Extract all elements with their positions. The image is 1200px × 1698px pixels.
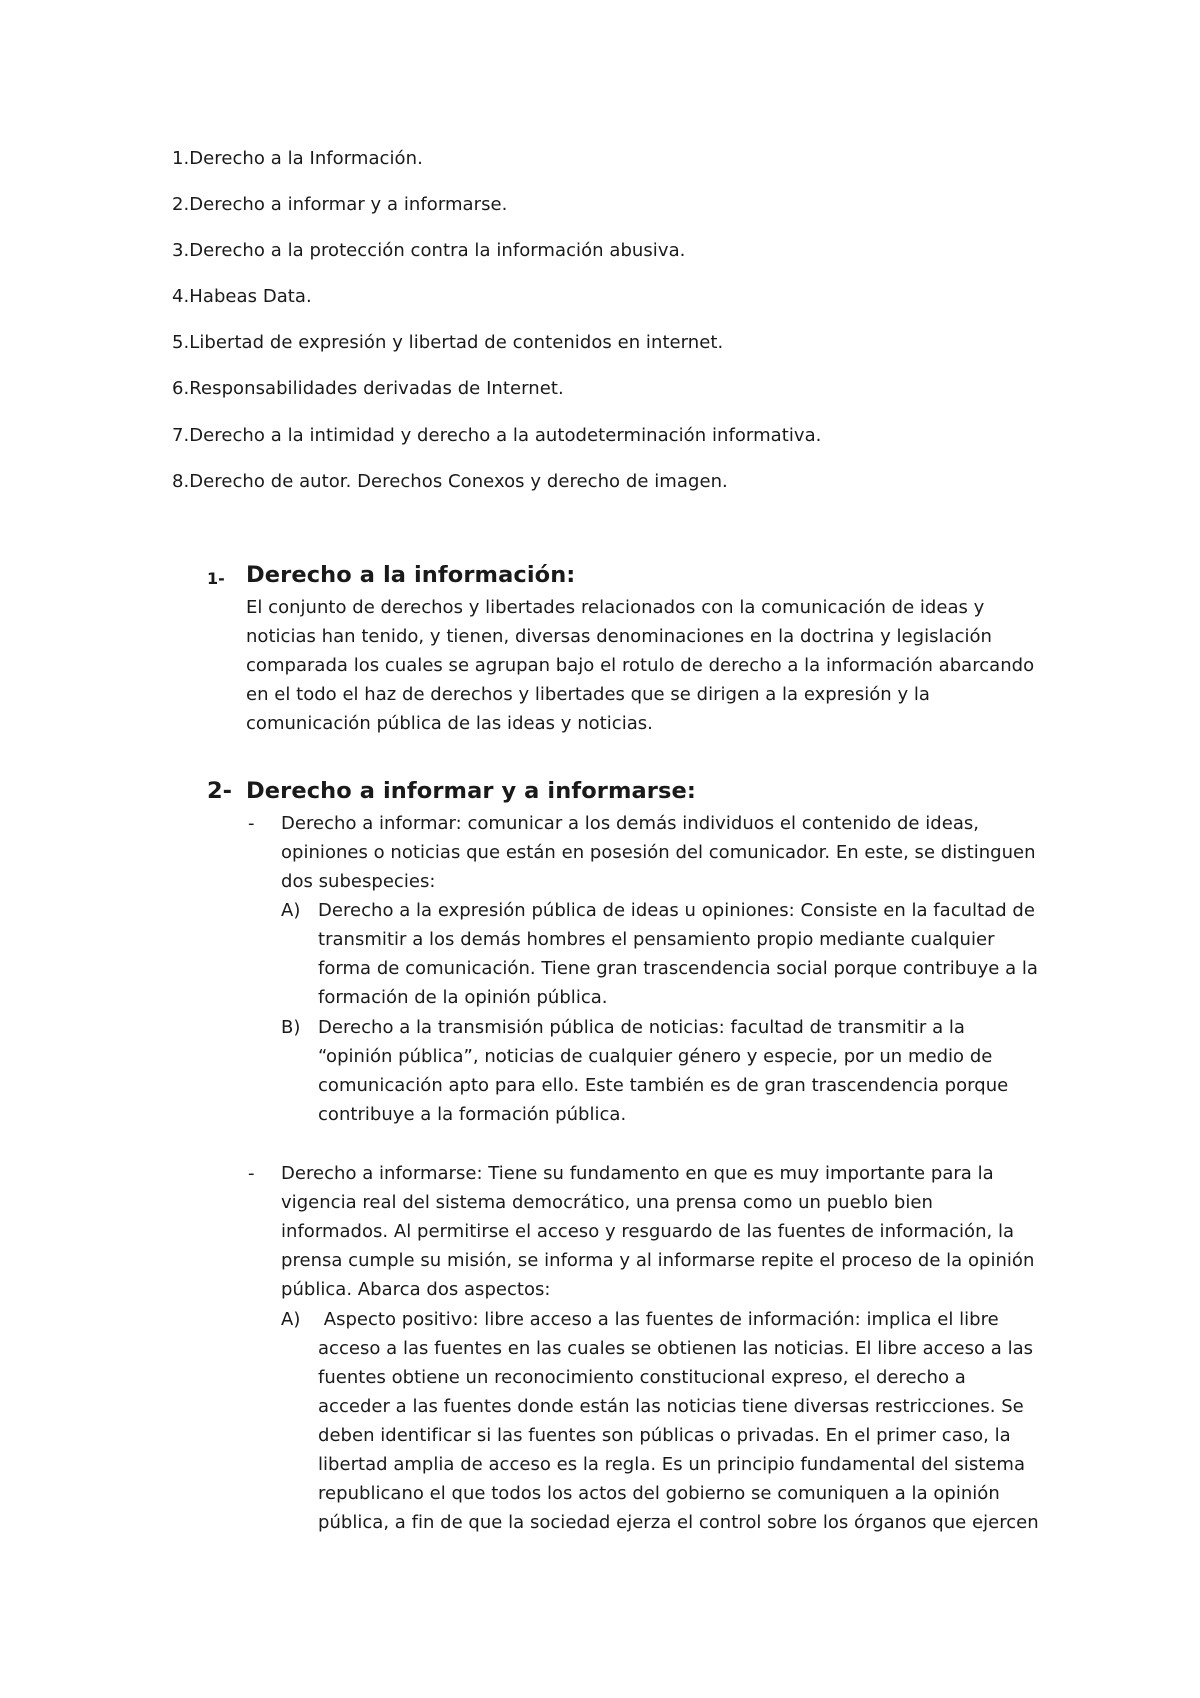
section-1-text-line: en el todo el haz de derechos y libertades que se dirigen a la expresión y la [246,684,930,705]
bullet-dash: - [248,1163,255,1184]
sub-a-text-line: deben identificar si las fuentes son públicas o privadas. En el primer caso, la [318,1425,1011,1446]
bullet-1-text-line: opiniones o noticias que están en posesión del comunicador. En este, se distinguen [281,842,1036,863]
topic-item-3: 3.Derecho a la protección contra la información abusiva. [172,240,686,262]
section-1-text-line: comparada los cuales se agrupan bajo el rotulo de derecho a la información abarcando [246,655,1035,676]
section-2-heading: Derecho a informar y a informarse: [246,778,696,804]
topic-item-1: 1.Derecho a la Información. [172,148,423,169]
sub-item-marker: A) [281,1309,301,1330]
sub-a-text-line: transmitir a los demás hombres el pensamiento propio mediante cualquier [318,929,995,950]
bullet-1-text-line: Derecho a informar: comunicar a los demás individuos el contenido de ideas, [281,813,980,834]
bullet-2-text-line: pública. Abarca dos aspectos: [281,1279,551,1300]
sub-a-text-line: republicano el que todos los actos del gobierno se comuniquen a la opinión [318,1483,1000,1504]
sub-a-text-line: forma de comunicación. Tiene gran trascendencia social porque contribuye a la [318,958,1038,979]
section-1-text-line: El conjunto de derechos y libertades relacionados con la comunicación de ideas y [246,597,985,618]
topic-item-5: 5.Libertad de expresión y libertad de contenidos en internet. [172,332,724,354]
topic-item-6: 6.Responsabilidades derivadas de Internet. [172,378,564,400]
section-2-number: 2- [207,778,232,804]
bullet-dash: - [248,813,255,834]
section-1-text-line: comunicación pública de las ideas y noticias. [246,713,653,734]
sub-a-text-line: formación de la opinión pública. [318,987,608,1008]
sub-b-text-line: “opinión pública”, noticias de cualquier género y especie, por un medio de [318,1046,993,1067]
sub-a-text-line: acceder a las fuentes donde están las noticias tiene diversas restricciones. Se [318,1396,1024,1417]
topic-item-7: 7.Derecho a la intimidad y derecho a la autodeterminación informativa. [172,424,822,446]
topic-item-8: 8.Derecho de autor. Derechos Conexos y derecho de imagen. [172,470,728,492]
sub-a-text-line: acceso a las fuentes en las cuales se obtienen las noticias. El libre acceso a las [318,1338,1034,1359]
topic-item-4: 4.Habeas Data. [172,286,312,308]
topic-list [172,147,1072,516]
bullet-2-text-line: Derecho a informarse: Tiene su fundamento en que es muy importante para la [281,1163,994,1184]
sub-a-text-line: libertad amplia de acceso es la regla. Es un principio fundamental del sistema [318,1454,1025,1475]
sub-b-text-line: comunicación apto para ello. Este también es de gran trascendencia porque [318,1075,1009,1096]
bullet-1-text-line: dos subespecies: [281,871,436,892]
sub-a-text-line: Derecho a la expresión pública de ideas u opiniones: Consiste en la facultad de [318,900,1035,921]
sub-a-text-line: fuentes obtiene un reconocimiento constitucional expreso, el derecho a [318,1367,966,1388]
section-1-text-line: noticias han tenido, y tienen, diversas denominaciones en la doctrina y legislación [246,626,992,647]
sub-a-text-line: pública, a fin de que la sociedad ejerza el control sobre los órganos que ejercen [318,1512,1039,1533]
sub-item-marker: A) [281,900,301,921]
sub-item-marker: B) [281,1017,301,1038]
topic-item-2: 2.Derecho a informar y a informarse. [172,194,508,216]
bullet-2-text-line: informados. Al permitirse el acceso y resguardo de las fuentes de información, la [281,1221,1015,1242]
bullet-2-text-line: vigencia real del sistema democrático, una prensa como un pueblo bien [281,1192,933,1213]
sub-b-text-line: contribuye a la formación pública. [318,1104,627,1125]
section-1-heading: Derecho a la información: [246,562,576,588]
section-1-number: 1- [207,569,225,588]
bullet-2-text-line: prensa cumple su misión, se informa y al informarse repite el proceso de la opinión [281,1250,1035,1271]
sub-b-text-line: Derecho a la transmisión pública de noticias: facultad de transmitir a la [318,1017,965,1038]
sub-a-text-line: Aspecto positivo: libre acceso a las fuentes de información: implica el libre [318,1309,999,1330]
